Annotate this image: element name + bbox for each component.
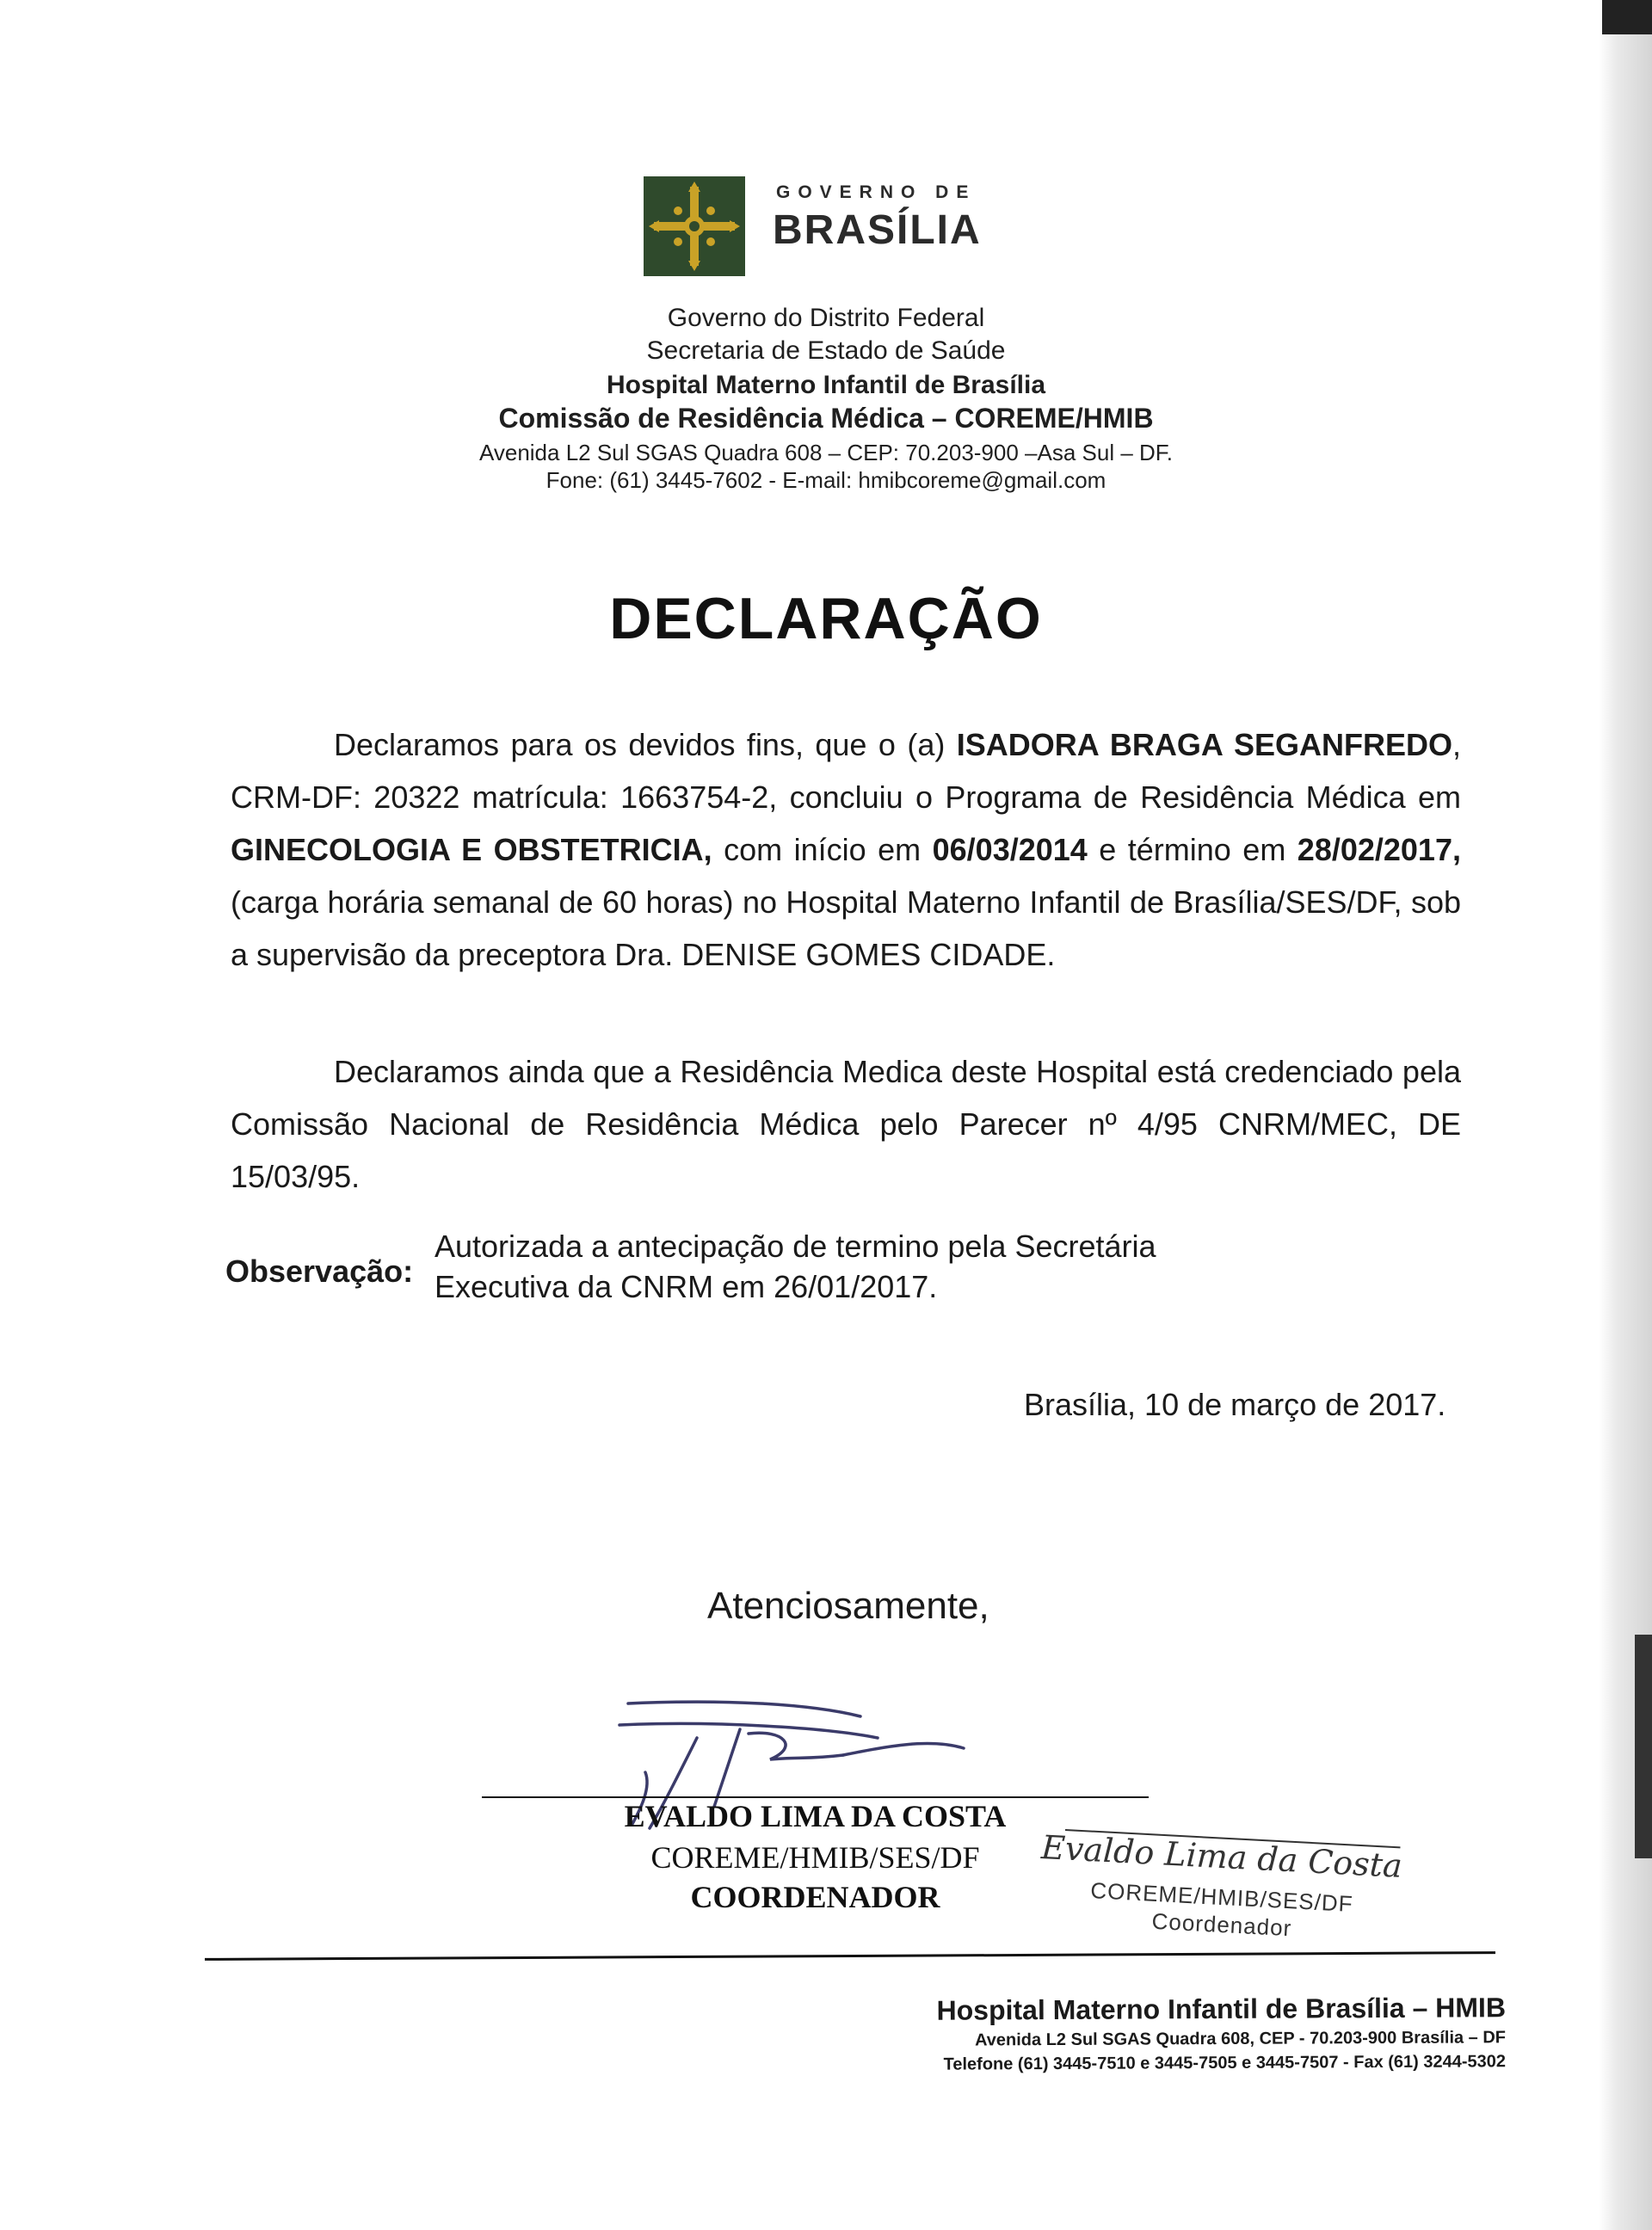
signatory-role: COORDENADOR: [690, 1880, 940, 1914]
stamp-dept: COREME/HMIB/SES/DF: [1089, 1877, 1354, 1917]
footer-phones: Telefone (61) 3445-7510 e 3445-7505 e 3445-7507 - Fax (61) 3244-5302: [943, 2052, 1507, 2074]
header-line-2: Secretaria de Estado de Saúde: [646, 336, 1006, 365]
header-hospital: Hospital Materno Infantil de Brasília: [606, 371, 1046, 399]
program-name: GINECOLOGIA E OBSTETRICIA,: [231, 832, 712, 867]
observation-line-1: Autorizada a antecipação de termino pela Secretária: [435, 1229, 1156, 1264]
footer-address: Avenida L2 Sul SGAS Quadra 608, CEP - 70.203-900 Brasília – DF: [975, 2028, 1507, 2050]
header-address: Avenida L2 Sul SGAS Quadra 608 – CEP: 70.203-900 –Asa Sul – DF.: [478, 440, 1174, 465]
observation-line-2: Executiva da CNRM em 26/01/2017.: [435, 1269, 938, 1304]
signatory-dept: COREME/HMIB/SES/DF: [650, 1840, 980, 1875]
brasilia-logo-emblem: [644, 176, 745, 276]
observation-label: Observação:: [225, 1254, 414, 1289]
declaration-paragraph-1: [231, 718, 1461, 981]
p1-intro: Declaramos para os devidos fins, que o (a): [334, 727, 957, 762]
logo-brasilia: BRASÍLIA: [773, 207, 982, 253]
p1-rest: (carga horária semanal de 60 horas) no Hospital Materno Infantil de Brasília/SES/DF, sob a supervisão da preceptora Dra. DENISE GOMES CIDADE.: [231, 884, 1461, 972]
stamp-role: Coordenador: [1150, 1907, 1293, 1942]
p1-start-label: com início em: [712, 832, 933, 867]
place-date: Brasília, 10 de março de 2017.: [1024, 1387, 1446, 1422]
footer-rule: [205, 1951, 1495, 1961]
stamp-name: Evaldo Lima da Costa: [1040, 1828, 1403, 1885]
p2-text: Declaramos ainda que a Residência Medica deste Hospital está credenciado pela Comissão Nacional de Residência Médica pelo Parecer nº 4/95 CNRM/MEC, DE 15/03/95.: [231, 1054, 1461, 1194]
scan-mark-lower: [1635, 1635, 1652, 1858]
cross-emblem-icon: [644, 176, 745, 276]
declaration-paragraph-2: [231, 1045, 1461, 1203]
header-line-1: Governo do Distrito Federal: [667, 304, 985, 332]
logo-governo-de: GOVERNO DE: [776, 182, 977, 202]
closing-salutation: Atenciosamente,: [707, 1585, 989, 1627]
footer-hospital: Hospital Materno Infantil de Brasília – HMIB: [936, 1992, 1507, 2026]
signatory-name: EVALDO LIMA DA COSTA: [624, 1799, 1007, 1833]
header-commission: Comissão de Residência Médica – COREME/HMIB: [498, 403, 1154, 434]
resident-name: ISADORA BRAGA SEGANFREDO: [956, 727, 1452, 762]
page-edge-shadow: [1599, 0, 1652, 2230]
start-date: 06/03/2014: [932, 832, 1088, 867]
p1-crm: , CRM-DF: 20322 matrícula: 1663754-2, concluiu o Programa de Residência Médica em: [231, 727, 1461, 815]
scan-mark: [1602, 0, 1652, 34]
document-title: DECLARAÇÃO: [609, 586, 1043, 651]
observation-text: [435, 1226, 1156, 1307]
header-contact: Fone: (61) 3445-7602 - E-mail: hmibcoreme@gmail.com: [546, 467, 1106, 493]
p1-end-label: e término em: [1087, 832, 1298, 867]
end-date: 28/02/2017,: [1297, 832, 1461, 867]
